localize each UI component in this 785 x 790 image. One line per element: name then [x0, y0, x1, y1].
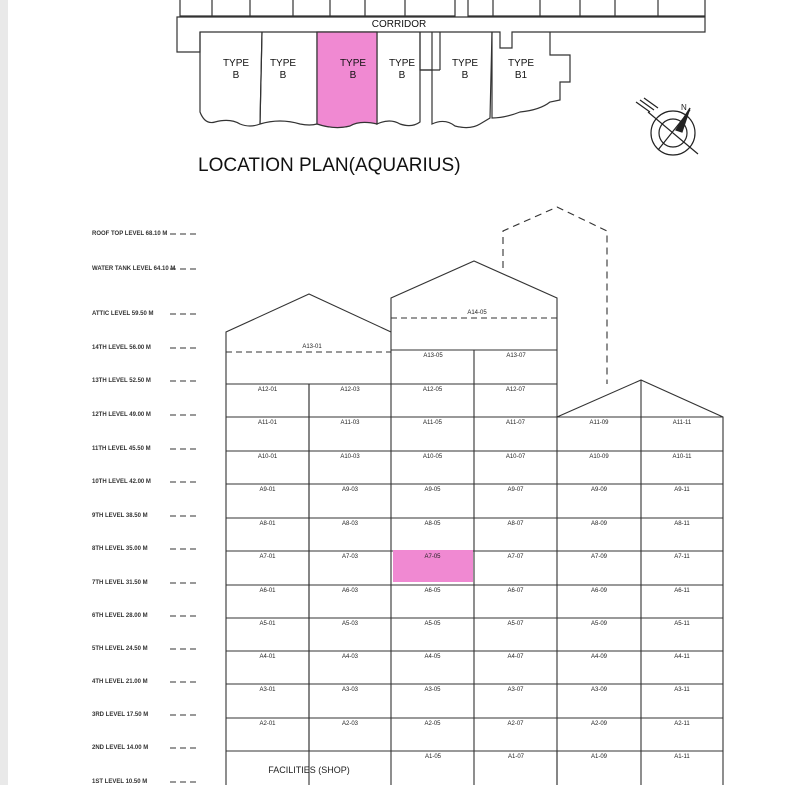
unit-label: A12-03 [340, 387, 360, 393]
level-label: 13TH LEVEL 52.50 M [92, 378, 151, 384]
level-label: 14TH LEVEL 56.00 M [92, 345, 151, 351]
unit-label: A7-11 [674, 554, 690, 560]
unit-label: A6-07 [507, 588, 524, 594]
corridor-outline [177, 17, 705, 52]
location-plan-title: LOCATION PLAN(AQUARIUS) [198, 155, 461, 176]
unit-label: A8-03 [341, 521, 359, 527]
unit-label: A13-07 [506, 353, 526, 359]
level-label: ATTIC LEVEL 59.50 M [92, 311, 154, 317]
unit-label: A10-01 [257, 454, 278, 460]
corridor-label: CORRIDOR [371, 19, 427, 30]
level-label: ROOF TOP LEVEL 68.10 M [92, 231, 168, 237]
unit-label: A7-05 [424, 554, 441, 560]
building-elevation [226, 207, 723, 785]
unit-label: A9-05 [424, 487, 441, 493]
unit-label: A9-07 [507, 487, 524, 493]
level-label: 10TH LEVEL 42.00 M [92, 479, 151, 485]
unit-label: A4-11 [674, 654, 690, 660]
unit-label: A10-09 [589, 454, 609, 460]
unit-grid [258, 310, 692, 760]
unit-label: A8-05 [424, 521, 441, 527]
plan-unit-sub: B [232, 70, 240, 81]
plan-unit-type: TYPE [339, 58, 367, 69]
level-label: 3RD LEVEL 17.50 M [92, 712, 149, 718]
plan-unit-type: TYPE [451, 58, 479, 69]
unit-label: A3-09 [590, 687, 608, 693]
unit-label: A1-07 [507, 754, 525, 760]
unit-label: A11-07 [506, 420, 525, 426]
unit-label: A3-07 [507, 687, 524, 693]
unit-label: A1-05 [424, 754, 442, 760]
unit-label: A2-01 [259, 721, 276, 727]
unit-label: A3-03 [341, 687, 359, 693]
level-label: 4TH LEVEL 21.00 M [92, 679, 148, 685]
unit-label: A8-01 [259, 521, 276, 527]
unit-label: A8-09 [590, 521, 608, 527]
unit-label: A6-11 [674, 588, 690, 594]
unit-label: A7-03 [341, 554, 359, 560]
unit-label: A5-03 [341, 621, 359, 627]
level-label: 5TH LEVEL 24.50 M [92, 646, 148, 652]
unit-label: A10-03 [340, 454, 360, 460]
unit-label: A7-09 [590, 554, 608, 560]
unit-label: A8-07 [507, 521, 524, 527]
unit-label: A2-09 [590, 721, 608, 727]
unit-label: A6-05 [424, 588, 441, 594]
scan-edge [0, 0, 8, 785]
unit-label: A11-03 [340, 420, 360, 426]
svg-text:N: N [681, 103, 687, 112]
upper-wing-outline [180, 0, 455, 16]
unit-label: A7-07 [507, 554, 524, 560]
plan-unit-sub: B [461, 70, 469, 81]
unit-label: A13-05 [423, 353, 443, 359]
unit-label: A5-09 [590, 621, 608, 627]
location-plan [177, 0, 705, 128]
unit-label: A1-11 [674, 754, 690, 760]
unit-label: A5-01 [259, 621, 276, 627]
level-label: WATER TANK LEVEL 64.10 M [92, 266, 176, 272]
unit-label: A6-01 [259, 588, 276, 594]
unit-label: A4-03 [341, 654, 359, 660]
plan-unit-sub: B [279, 70, 287, 81]
unit-label: A2-11 [674, 721, 690, 727]
unit-label: A11-09 [589, 420, 609, 426]
unit-label: A2-05 [424, 721, 441, 727]
level-label: 9TH LEVEL 38.50 M [92, 513, 148, 519]
plan-unit-type: TYPE [507, 58, 535, 69]
north-arrow-icon [636, 98, 698, 155]
level-labels [92, 231, 200, 785]
unit-label: A12-01 [257, 387, 278, 393]
plan-unit-type: TYPE [269, 58, 297, 69]
unit-label: A5-11 [674, 621, 690, 627]
unit-label: A9-11 [674, 487, 690, 493]
facilities-label: FACILITIES (SHOP) [268, 765, 350, 775]
level-label: 12TH LEVEL 49.00 M [92, 412, 151, 418]
unit-label: A3-01 [259, 687, 276, 693]
unit-label: A4-01 [259, 654, 276, 660]
unit-label: A1-09 [590, 754, 608, 760]
level-label: 1ST LEVEL 10.50 M [92, 779, 148, 785]
unit-label: A12-05 [422, 387, 443, 393]
plan-unit-sub: B [349, 70, 357, 81]
plan-unit-type: TYPE [222, 58, 250, 69]
unit-label: A13-01 [302, 344, 322, 350]
unit-label: A5-07 [507, 621, 524, 627]
upper-wing-outline-right [468, 0, 705, 16]
unit-label: A3-11 [674, 687, 690, 693]
unit-label: A11-01 [258, 420, 277, 426]
unit-label: A9-09 [590, 487, 608, 493]
plan-unit-sub: B1 [514, 70, 528, 81]
unit-label: A11-11 [672, 420, 692, 426]
level-label: 11TH LEVEL 45.50 M [92, 446, 151, 452]
unit-label: A8-11 [674, 521, 690, 527]
unit-label: A7-01 [259, 554, 276, 560]
level-label: 7TH LEVEL 31.50 M [92, 580, 148, 586]
plan-unit-labels [223, 58, 534, 81]
unit-label: A14-05 [467, 310, 487, 316]
unit-label: A11-05 [423, 420, 442, 426]
unit-label: A4-09 [590, 654, 608, 660]
unit-label: A4-07 [507, 654, 524, 660]
unit-label: A3-05 [424, 687, 441, 693]
unit-label: A10-07 [505, 454, 526, 460]
unit-label: A5-05 [424, 621, 441, 627]
level-label: 8TH LEVEL 35.00 M [92, 546, 148, 552]
unit-label: A2-07 [507, 721, 524, 727]
unit-label: A10-11 [672, 454, 692, 460]
right-roof [557, 380, 723, 785]
unit-label: A6-03 [341, 588, 359, 594]
plan-unit-type: TYPE [388, 58, 416, 69]
plan-unit-highlight [317, 32, 377, 128]
unit-label: A12-07 [505, 387, 526, 393]
unit-label: A4-05 [424, 654, 441, 660]
level-label: 6TH LEVEL 28.00 M [92, 613, 148, 619]
unit-label: A9-01 [259, 487, 276, 493]
unit-label: A6-09 [590, 588, 608, 594]
level-label: 2ND LEVEL 14.00 M [92, 745, 149, 751]
unit-label: A10-05 [422, 454, 443, 460]
plan-unit-sub: B [398, 70, 406, 81]
unit-label: A2-03 [341, 721, 359, 727]
unit-label: A9-03 [341, 487, 359, 493]
